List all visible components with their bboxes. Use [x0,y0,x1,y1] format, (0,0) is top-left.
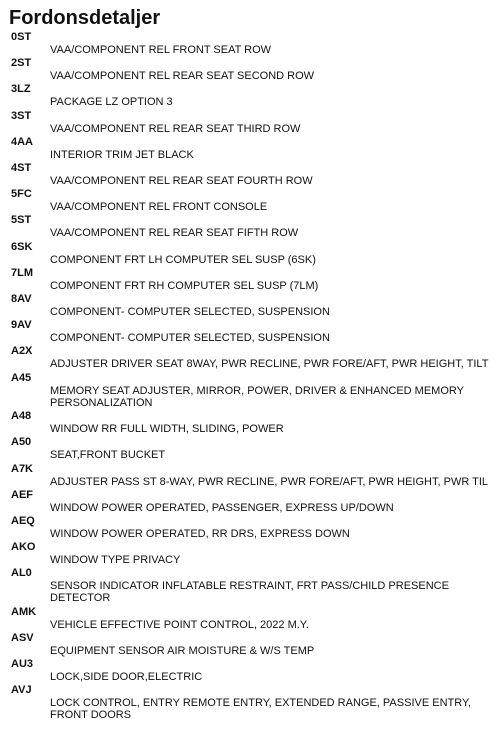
option-code: A7K [11,462,34,475]
option-description: WINDOW POWER OPERATED, PASSENGER, EXPRESS UP/DOWN [50,501,394,514]
option-code: A2X [11,345,33,358]
option-description: VAA/COMPONENT REL FRONT SEAT ROW [50,44,272,56]
option-description: PACKAGE LZ OPTION 3 [50,96,173,109]
option-description: SENSOR INDICATOR INFLATABLE RESTRAINT, FRT PASS/CHILD PRESENCE DETECTOR [50,580,449,605]
option-code: AMK [11,605,37,618]
option-description: LOCK,SIDE DOOR,ELECTRIC [50,671,203,684]
option-description: MEMORY SEAT ADJUSTER, MIRROR, POWER, DRIVER & ENHANCED MEMORY PERSONALIZATION [50,384,464,409]
option-code: 4AA [11,135,34,148]
option-code: AEQ [11,514,35,527]
option-description: ADJUSTER DRIVER SEAT 8WAY, PWR RECLINE, PWR FORE/AFT, PWR HEIGHT, TILT [50,358,489,371]
option-code: A45 [11,371,32,384]
option-code: 9AV [11,319,32,332]
page-title: Fordonsdetaljer [9,7,161,29]
option-code: AU3 [11,658,34,671]
option-code: 8AV [11,293,32,305]
option-code: AL0 [11,567,32,580]
option-description: WINDOW TYPE PRIVACY [50,554,181,567]
option-code: 0ST [11,31,32,43]
option-description: INTERIOR TRIM JET BLACK [50,148,194,161]
option-description: VEHICLE EFFECTIVE POINT CONTROL, 2022 M.Y. [50,618,309,631]
option-description: VAA/COMPONENT REL REAR SEAT FOURTH ROW [50,175,313,187]
option-code: 7LM [11,266,33,279]
option-code: 5ST [11,214,32,227]
option-code: AKO [11,541,36,554]
option-code: 3LZ [11,83,31,96]
option-description: WINDOW RR FULL WIDTH, SLIDING, POWER [50,423,284,436]
option-description: VAA/COMPONENT REL REAR SEAT SECOND ROW [50,70,315,83]
option-code: A48 [11,410,32,423]
option-code: 3ST [11,109,32,122]
option-code: A50 [11,436,32,449]
option-code: ASV [11,632,34,644]
option-description: COMPONENT- COMPUTER SELECTED, SUSPENSION [50,332,330,345]
option-code: 5FC [11,188,32,201]
option-description: ADJUSTER PASS ST 8-WAY, PWR RECLINE, PWR FORE/AFT, PWR HEIGHT, PWR TIL [50,475,489,488]
option-description: SEAT,FRONT BUCKET [50,449,166,462]
option-code: 6SK [11,240,33,253]
option-description: VAA/COMPONENT REL REAR SEAT THIRD ROW [50,122,301,135]
option-code: 2ST [11,57,32,70]
option-description: WINDOW POWER OPERATED, RR DRS, EXPRESS DOWN [50,527,350,540]
option-description: COMPONENT- COMPUTER SELECTED, SUSPENSION [50,306,330,318]
option-description: VAA/COMPONENT REL REAR SEAT FIFTH ROW [50,227,299,240]
option-description: COMPONENT FRT LH COMPUTER SEL SUSP (6SK) [50,253,316,266]
option-description: LOCK CONTROL, ENTRY REMOTE ENTRY, EXTENDED RANGE, PASSIVE ENTRY, FRONT DOORS [50,697,471,722]
option-code: AVJ [11,684,32,697]
option-description: VAA/COMPONENT REL FRONT CONSOLE [50,201,268,214]
option-code: 4ST [11,162,32,174]
option-description: COMPONENT FRT RH COMPUTER SEL SUSP (7LM) [50,279,319,292]
option-code: AEF [11,488,33,501]
option-description: EQUIPMENT SENSOR AIR MOISTURE & W/S TEMP [50,645,315,657]
